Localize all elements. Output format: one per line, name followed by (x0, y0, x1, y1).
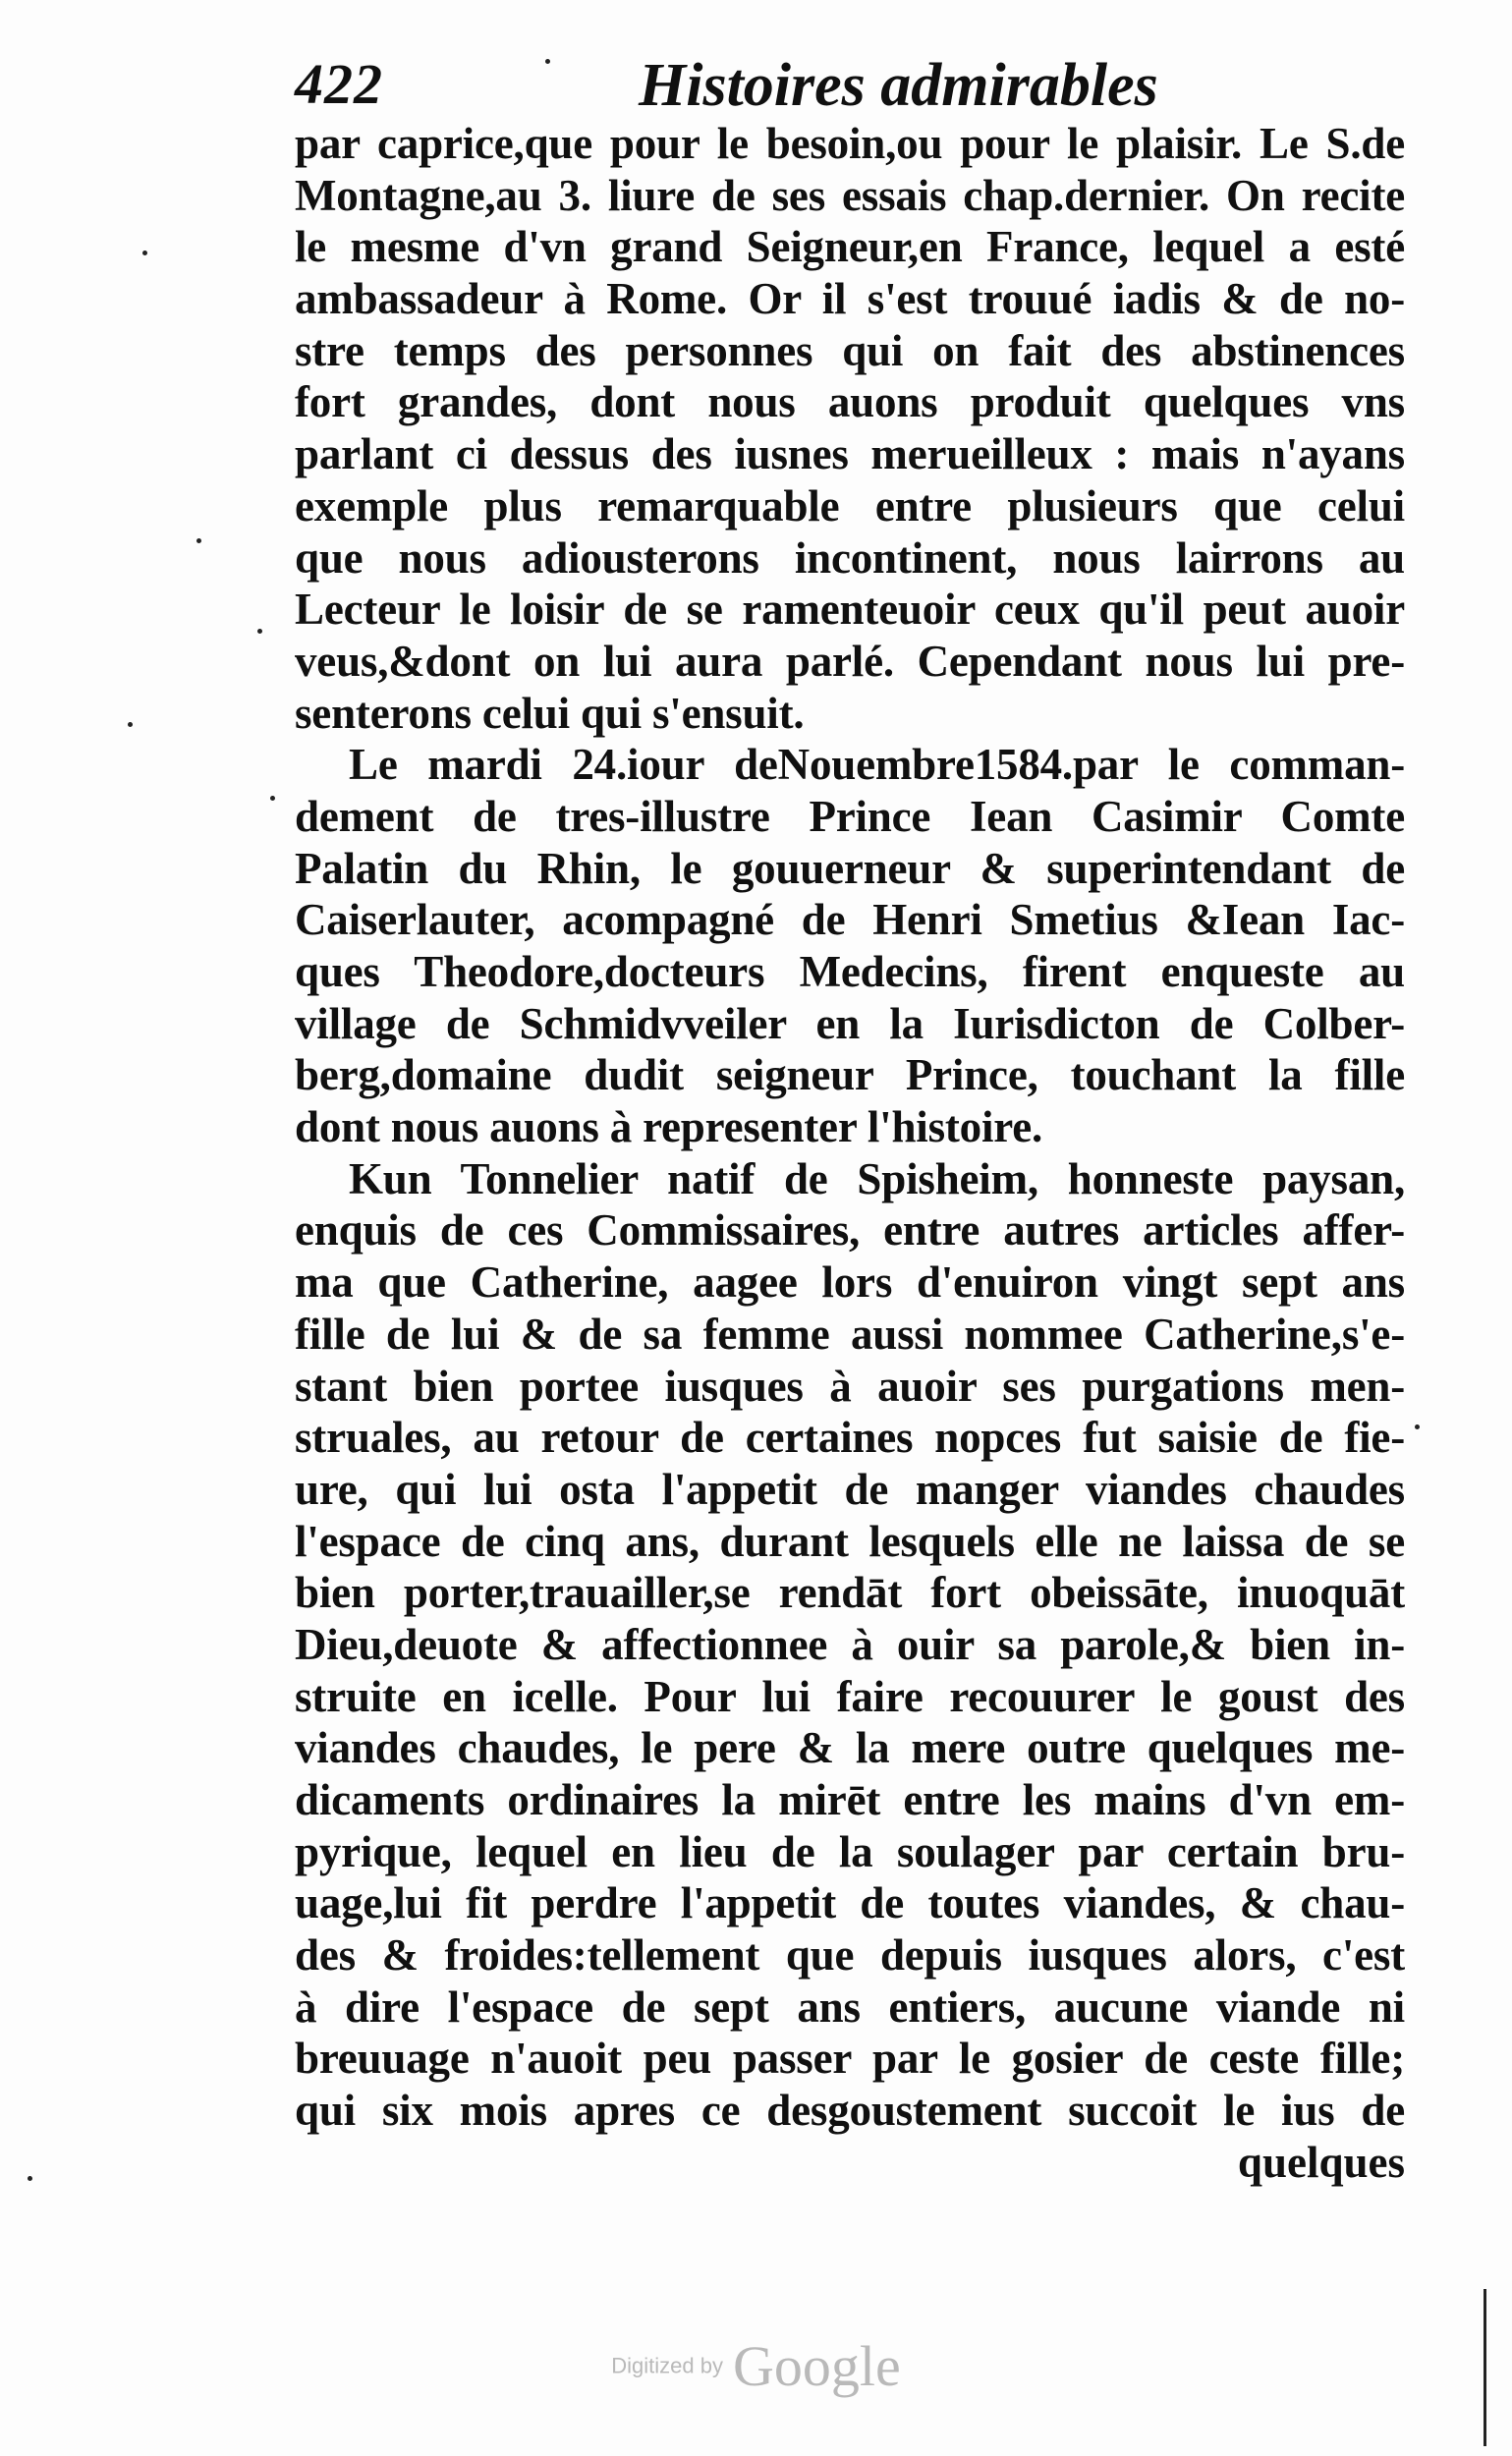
text-line: Le mardi 24.iour deNouembre1584.par le comman- (349, 740, 1405, 790)
text-line: viandes chaudes, le pere & la mere outre quelques me- (295, 1723, 1405, 1773)
ink-speck (257, 629, 262, 634)
text-line: ure, qui lui osta l'appetit de manger viandes chaudes (295, 1464, 1405, 1514)
text-line: ambassadeur à Rome. Or il s'est trouué iadis & de no- (295, 274, 1405, 324)
text-line: bien porter,trauailler,se rendāt fort obeissāte, inuoquāt (295, 1568, 1405, 1618)
text-line: fille de lui & de sa femme aussi nommee Catherine,s'e- (295, 1309, 1405, 1359)
running-title: Histoires admirables (639, 52, 1158, 119)
text-line: pyrique, lequel en lieu de la soulager par certain bru- (295, 1826, 1405, 1876)
page-edge-mark (1484, 2289, 1486, 2446)
watermark-logo: Google (732, 2334, 901, 2398)
text-line: exemple plus remarquable entre plusieurs que celui (295, 480, 1405, 530)
text-line: enquis de ces Commissaires, entre autres articles affer- (295, 1205, 1405, 1256)
text-line: le mesme d'vn grand Seigneur,en France, lequel a esté (295, 222, 1405, 272)
text-line: struite en icelle. Pour lui faire recouurer le goust des (295, 1671, 1405, 1721)
ink-speck (1415, 1424, 1420, 1429)
text-line: qui six mois apres ce desgoustement succoit le ius de (295, 2086, 1405, 2136)
text-line: ques Theodore,docteurs Medecins, firent enqueste au (295, 947, 1405, 996)
text-line: veus,&dont on lui aura parlé. Cependant nous lui pre- (295, 636, 1405, 686)
text-line: struales, au retour de certaines nopces fut saisie de fie- (295, 1413, 1405, 1463)
body-text (295, 118, 1405, 2189)
text-line: parlant ci dessus des iusnes merueilleux : mais n'ayans (295, 429, 1405, 479)
ink-speck (128, 722, 133, 727)
text-line: breuuage n'auoit peu passer par le gosier de ceste fille; (295, 2034, 1405, 2084)
text-line: stant bien portee iusques à auoir ses purgations men- (295, 1361, 1405, 1411)
text-line: Lecteur le loisir de se ramenteuoir ceux qu'il peut auoir (295, 585, 1405, 635)
text-line: Kun Tonnelier natif de Spisheim, honneste paysan, (349, 1153, 1405, 1203)
text-line: senterons celui qui s'ensuit. (295, 688, 805, 738)
ink-speck (196, 538, 201, 543)
text-line: Caiserlauter, acompagné de Henri Smetius &Iean Iac- (295, 895, 1405, 945)
text-line: village de Schmidvveiler en la Iurisdicton de Colber- (295, 998, 1405, 1048)
text-line: berg,domaine dudit seigneur Prince, touchant la fille (295, 1050, 1405, 1100)
text-line: fort grandes, dont nous auons produit quelques vns (295, 377, 1405, 427)
text-line: que nous adiousterons incontinent, nous lairrons au (295, 532, 1405, 583)
text-line: des & froides:tellement que depuis iusques alors, c'est (295, 1930, 1405, 1981)
text-line: dicaments ordinaires la mirēt entre les mains d'vn em- (295, 1775, 1405, 1824)
ink-speck (142, 251, 147, 255)
text-line: Dieu,deuote & affectionnee à ouir sa parole,& bien in- (295, 1619, 1405, 1669)
text-line: l'espace de cinq ans, durant lesquels elle ne laissa de se (295, 1516, 1405, 1566)
ink-speck (270, 796, 275, 801)
ink-speck (545, 59, 550, 64)
text-line: stre temps des personnes qui on fait des abstinences (295, 325, 1405, 375)
watermark-prefix: Digitized by (611, 2353, 723, 2378)
text-line: dement de tres-illustre Prince Iean Casimir Comte (295, 791, 1405, 841)
page-number: 422 (295, 52, 383, 116)
text-line: Palatin du Rhin, le gouuerneur & superintendant de (295, 843, 1405, 893)
ink-speck (28, 2176, 32, 2181)
digitized-watermark (0, 2333, 1512, 2399)
catchword: quelques (1237, 2137, 1405, 2187)
text-line: Montagne,au 3. liure de ses essais chap.dernier. On recite (295, 170, 1405, 220)
text-line: dont nous auons à representer l'histoire. (295, 1102, 1043, 1152)
text-line: ma que Catherine, aagee lors d'enuiron vingt sept ans (295, 1257, 1405, 1308)
text-line: par caprice,que pour le besoin,ou pour le plaisir. Le S.de (295, 119, 1405, 168)
text-line: à dire l'espace de sept ans entiers, aucune viande ni (295, 1982, 1405, 2032)
text-line: uage,lui fit perdre l'appetit de toutes viandes, & chau- (295, 1878, 1405, 1928)
